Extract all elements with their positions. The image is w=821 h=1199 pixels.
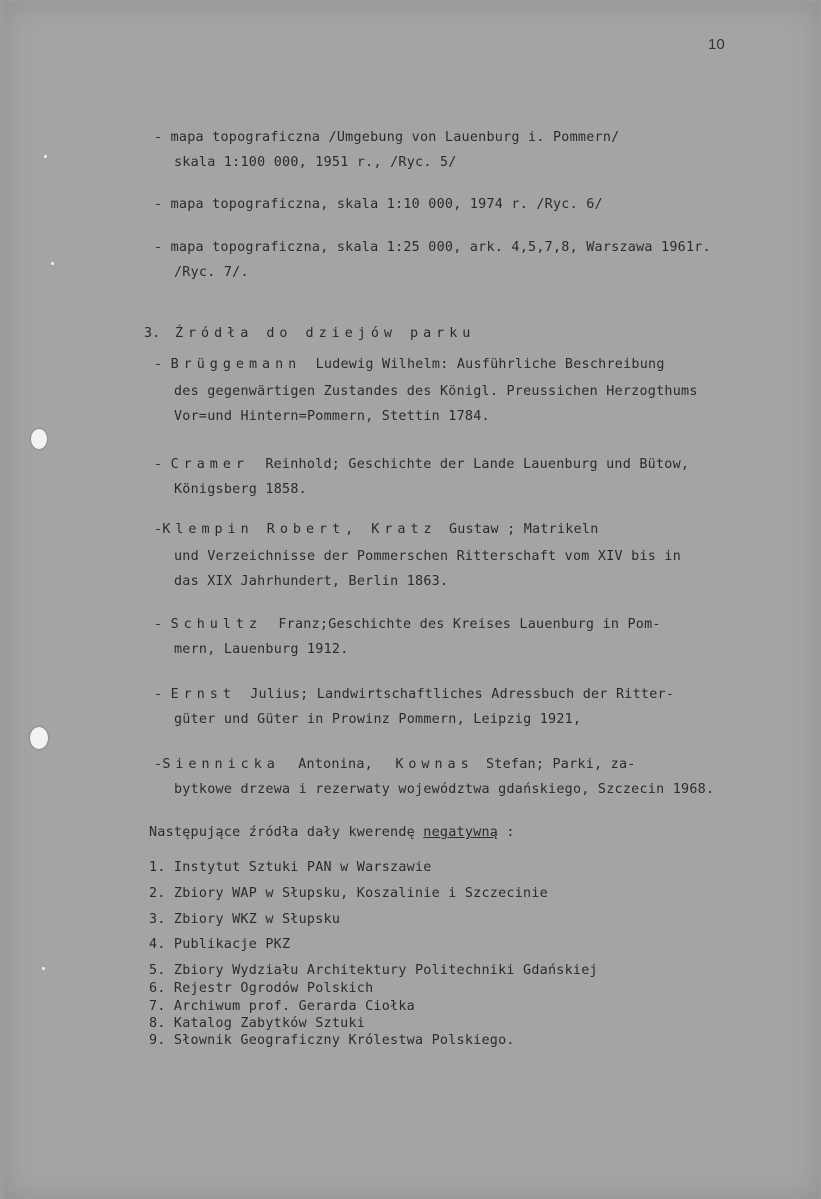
source-author: Ernst — [170, 687, 236, 702]
negative-list-item: 2. Zbiory WAP w Słupsku, Koszalinie i Szczecinie — [149, 886, 548, 901]
source-5-line-1: - Ernst Julius; Landwirtschaftliches Adressbuch der Ritter- — [154, 687, 675, 702]
negative-list-item: 9. Słownik Geograficzny Królestwa Polskiego. — [149, 1033, 515, 1048]
source-author: Brüggemann — [170, 357, 302, 372]
source-author-2: Kownas — [395, 757, 474, 772]
source-1-line-2: des gegenwärtigen Zustandes des Königl. Preussichen Herzogthums — [174, 384, 698, 399]
negative-list-item: 6. Rejestr Ogrodów Polskich — [149, 981, 374, 996]
source-3-line-2: und Verzeichnisse der Pommerschen Ritterschaft vom XIV bis in — [174, 549, 682, 564]
negative-list-item: 4. Publikacje PKZ — [149, 937, 291, 952]
section-heading — [144, 326, 475, 341]
negative-query-heading: Następujące źródła dały kwerendę negatywną : — [149, 825, 515, 840]
map-entry-2-line-1: - mapa topograficzna, skala 1:10 000, 1974 r. /Ryc. 6/ — [154, 197, 603, 212]
map-entry-1-line-2: skala 1:100 000, 1951 r., /Ryc. 5/ — [174, 155, 457, 170]
source-2-line-2: Königsberg 1858. — [174, 482, 307, 497]
paper-speck-decoration — [51, 262, 54, 265]
source-author: Schultz — [170, 617, 263, 632]
negative-emphasis: negatywną — [423, 825, 499, 840]
negative-list-item: 8. Katalog Zabytków Sztuki — [149, 1016, 366, 1031]
map-entry-3-line-2: /Ryc. 7/. — [174, 265, 249, 280]
source-5-line-2: güter und Güter in Prowinz Pommern, Leipzig 1921, — [174, 712, 582, 727]
negative-list-item: 5. Zbiory Wydziału Architektury Politechniki Gdańskiej — [149, 963, 598, 978]
map-entry-3-line-1: - mapa topograficzna, skala 1:25 000, ark. 4,5,7,8, Warszawa 1961r. — [154, 240, 711, 255]
section-number: 3. — [144, 326, 161, 341]
source-6-line-1: -Siennicka Antonina, Kownas Stefan; Parki, za- — [154, 757, 636, 772]
source-4-line-1: - Schultz Franz;Geschichte des Kreises Lauenburg in Pom- — [154, 617, 661, 632]
source-1-line-1: - Brüggemann Ludewig Wilhelm: Ausführliche Beschreibung — [154, 357, 665, 372]
punch-hole-decoration — [31, 429, 47, 449]
section-title: Źródła do dziejów parku — [174, 326, 476, 341]
source-1-line-3: Vor=und Hintern=Pommern, Stettin 1784. — [174, 409, 490, 424]
source-author: Klempin Robert, Kratz — [162, 522, 437, 537]
map-entry-1-line-1: - mapa topograficzna /Umgebung von Lauenburg i. Pommern/ — [154, 130, 620, 145]
negative-list-item: 1. Instytut Sztuki PAN w Warszawie — [149, 860, 432, 875]
source-author: Siennicka — [162, 757, 280, 772]
source-6-line-2: bytkowe drzewa i rezerwaty województwa gdańskiego, Szczecin 1968. — [174, 782, 715, 797]
paper-speck-decoration — [42, 967, 45, 970]
source-4-line-2: mern, Lauenburg 1912. — [174, 642, 349, 657]
document-page — [4, 2, 820, 1199]
source-3-line-3: das XIX Jahrhundert, Berlin 1863. — [174, 574, 449, 589]
source-author: Cramer — [170, 457, 249, 472]
negative-list-item: 7. Archiwum prof. Gerarda Ciołka — [149, 999, 415, 1014]
paper-speck-decoration — [44, 155, 47, 158]
page-number: 10 — [708, 36, 725, 53]
source-3-line-1: -Klempin Robert, Kratz Gustaw ; Matrikeln — [154, 522, 599, 537]
negative-list-item: 3. Zbiory WKZ w Słupsku — [149, 912, 341, 927]
source-2-line-1: - Cramer Reinhold; Geschichte der Lande Lauenburg und Bütow, — [154, 457, 690, 472]
punch-hole-decoration — [30, 727, 48, 749]
